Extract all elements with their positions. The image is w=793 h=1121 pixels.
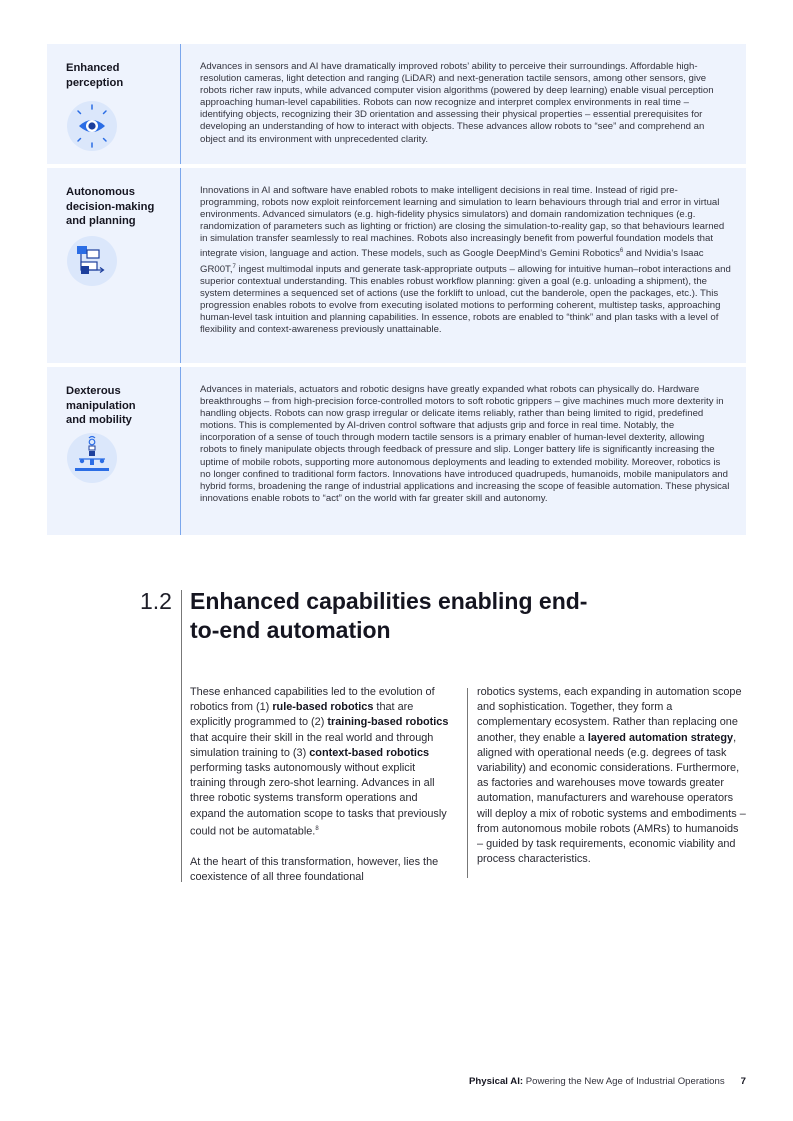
paragraph-text: performing tasks autonomously without explicit training through zero-shot learning. Advances in all three robotic systems transform operations and expand the automation scope to tasks that previously could not be automatable.	[190, 762, 447, 838]
capability-title: Enhanced perception	[66, 62, 124, 89]
emphasis-text: layered automation strategy	[587, 731, 734, 744]
capability-description: Advances in sensors and AI have dramatically improved robots’ ability to perceive their surroundings. Affordable high-resolution cameras, light detection and ranging (LiDAR) and next-generation tactile sensors, among other sensors, give robots richer raw inputs, while advanced computer vision algorithms (powered by deep learning) enable visual perception approaching human-level capabilities. Robots can now recognize and interpret complex environments in real time – identifying objects, recognizing their 3D orientation and assessing their physical properties – essential prerequisites for developing an understanding of how to interact with objects. These advances allow robots to “see” and comprehend an object and its environment with unprecedented clarity.	[200, 61, 714, 145]
body-column-right	[477, 685, 747, 882]
capability-row-dexterity	[47, 367, 746, 535]
column-rule	[467, 688, 468, 878]
paragraph-text: , aligned with operational needs (e.g. degrees of task variability) and economic considerations. Furthermore, as factories and warehouses move towards greater automation, manufacturers and warehouse operators will deploy a mix of robotic systems and embodiments – from autonomous mobile robots (AMRs) to humanoids – guided by task requirements, economic viability and process characteristics.	[477, 731, 746, 866]
description-text: Innovations in AI and software have enabled robots to make intelligent decisions in real time. Instead of rigid pre-programming, robots now exploit reinforcement learning and simulation to learn behaviours through trial and error in virtual environments. Advanced simulators (e.g. high-fidelity physics simulators) and domain randomization techniques (e.g. randomization of parameters such as lighting or friction) are closing the simulation-to-reality gap, so that behaviours learned in simulation transfer seamlessly to real machines. Robots also increasingly benefit from powerful foundation models that integrate vision, language and action. These models, such as Google DeepMind’s Gemini Robotics	[200, 185, 725, 260]
body-column-left	[190, 685, 452, 900]
capability-title: Autonomous decision-making and planning	[66, 186, 155, 227]
section-number: 1.2	[140, 588, 172, 614]
capability-row-perception	[47, 44, 746, 164]
paragraph-text: robotics systems, each expanding in automation scope and sophistication. Together, they form a complementary ecosystem. Rather than replacing one another, they enable a	[477, 686, 742, 744]
footnote-ref: 8	[315, 825, 319, 832]
capability-row-planning	[47, 168, 746, 363]
capability-description: Advances in materials, actuators and robotic designs have greatly expanded what robots can physically do. Hardware breakthroughs – from high-precision force-controlled motors to soft robotic grippers – give machines much more dexterity in handling objects. Robots can now grasp irregular or delicate items reliably, rather than being limited to rigid, predefined motions. This is complemented by AI-driven control software that adjusts grip and force in real time. Notably, the incorporation of a sense of touch through modern tactile sensors is a primary enabler of human-level dexterity, allowing robots to finely manipulate objects through feedback of pressure and slip. Longer battery life is significantly increasing the uptime of mobile robots, supporting more autonomous deployments and leading to extended mobility. Moreover, robotics is no longer confined to traditional form factors. Innovations have introduced quadrupeds, humanoids, mobile manipulators and hybrid forms, broadening the range of industrial applications and increasing the scope of feasible automation. These physical innovations enable robots to “act” on the world with far greater skill and autonomy.	[200, 384, 730, 504]
footnote-ref: 7	[232, 263, 236, 270]
capability-header	[47, 168, 180, 363]
eye-icon	[67, 101, 117, 151]
column-divider	[180, 367, 181, 535]
footer-publication-label: Physical AI:	[469, 1076, 524, 1087]
capabilities-table	[47, 44, 746, 539]
paragraph	[477, 685, 747, 867]
section-rule	[181, 590, 182, 882]
capability-header	[47, 44, 180, 164]
capability-description	[180, 168, 746, 363]
flowchart-icon	[67, 236, 117, 286]
paragraph-text: that acquire their skill in the real world and through simulation training to (3)	[190, 731, 434, 759]
robot-arm-icon	[67, 433, 117, 483]
emphasis-text: context-based robotics	[309, 746, 430, 759]
paragraph-text: These enhanced capabilities led to the evolution of robotics from (1)	[190, 686, 435, 714]
description-text: ingest multimodal inputs and generate task-appropriate outputs – allowing for intuitive human–robot interactions and superior contextual understanding. This enables robust workflow planning: given a goal (e.g. unloading a shipment), the system determines a sequenced set of actions (use the forklift to unload, cut the banderole, open the packages, etc.). This progression enables robots to evolve from executing isolated motions to performing coherent, multistep tasks, approaching human-level task intuition and planning capabilities. In essence, robots are enabled to “think” and plan tasks with a level of flexibility and context-awareness previously unattainable.	[200, 263, 731, 336]
emphasis-text: training-based robotics	[327, 716, 449, 729]
paragraph	[190, 685, 452, 840]
column-divider	[180, 168, 181, 363]
paragraph-text: that are explicitly programmed to (2)	[190, 701, 414, 729]
footer-publication-title: Powering the New Age of Industrial Operations	[523, 1076, 725, 1087]
page-footer	[469, 1076, 746, 1087]
section-title: Enhanced capabilities enabling end-to-end automation	[190, 588, 588, 643]
column-divider	[180, 44, 181, 164]
page-number: 7	[740, 1076, 746, 1087]
description-text: and Nvidia’s Isaac GR00T,	[200, 248, 704, 275]
capability-header	[47, 367, 180, 535]
footnote-ref: 6	[619, 248, 624, 255]
paragraph: At the heart of this transformation, however, lies the coexistence of all three foundational	[190, 855, 439, 883]
emphasis-text: rule-based robotics	[272, 701, 374, 714]
capability-title: Dexterous manipulation and mobility	[66, 385, 136, 426]
